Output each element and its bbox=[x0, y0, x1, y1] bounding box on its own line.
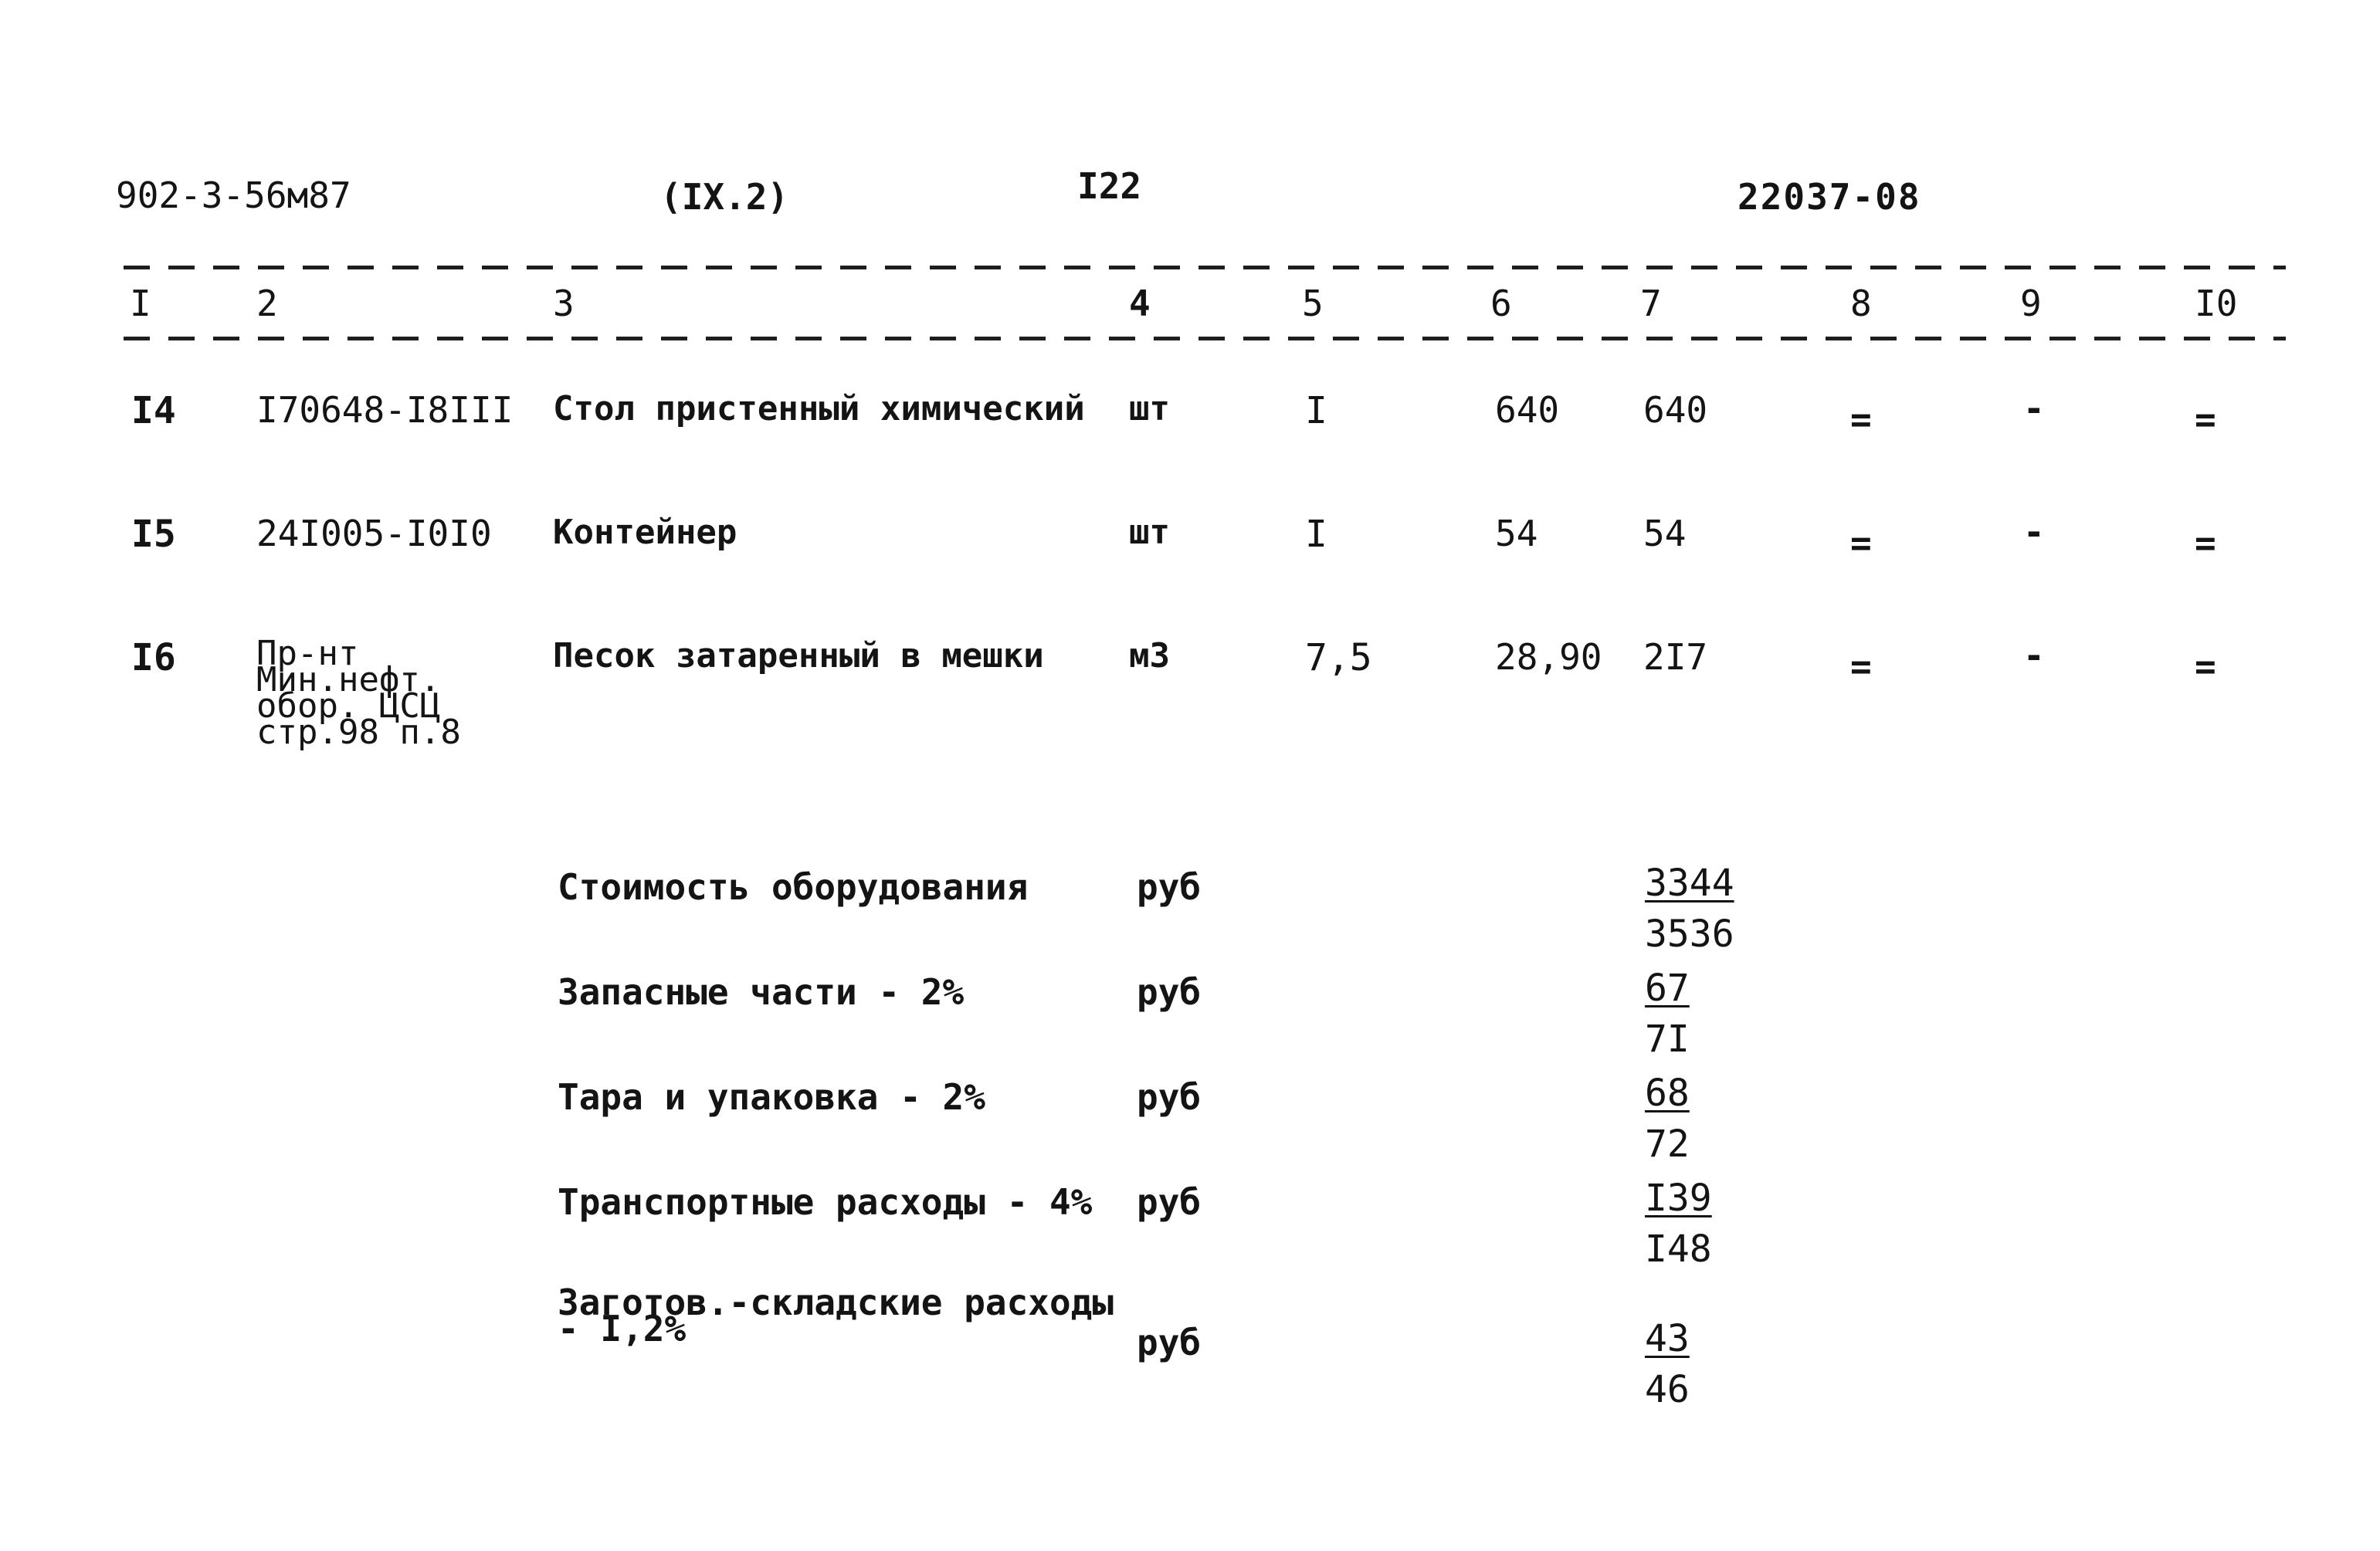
summary-value-top: 3344 bbox=[1645, 862, 1734, 905]
column-number-8: 8 bbox=[1850, 283, 1872, 324]
item-code: I70648-I8III bbox=[256, 389, 514, 431]
summary-unit: руб bbox=[1137, 866, 1202, 908]
column-number-2: 2 bbox=[256, 283, 278, 324]
column-number-4: 4 bbox=[1129, 283, 1151, 324]
col10-mark: = bbox=[2195, 398, 2216, 440]
column-number-1: I bbox=[130, 283, 151, 324]
header-rule-top bbox=[124, 266, 2286, 269]
col9-dash: - bbox=[2023, 635, 2045, 676]
summary-value-bottom: 72 bbox=[1645, 1123, 1690, 1166]
row-number: I6 bbox=[131, 636, 176, 679]
column-number-10: I0 bbox=[2195, 283, 2238, 324]
row-number: I5 bbox=[131, 513, 176, 556]
summary-value-top: I39 bbox=[1645, 1177, 1712, 1220]
summary-label: Запасные части - 2% bbox=[558, 971, 965, 1013]
summary-value-top: 68 bbox=[1645, 1072, 1690, 1115]
item-quantity: 7,5 bbox=[1305, 636, 1372, 679]
summary-value-bottom: 7I bbox=[1645, 1018, 1690, 1061]
summary-unit: руб bbox=[1137, 1076, 1202, 1118]
summary-value-bottom: 46 bbox=[1645, 1368, 1690, 1411]
item-code: 24I005-I0I0 bbox=[256, 513, 492, 554]
item-unit: шт bbox=[1129, 513, 1170, 552]
col10-mark: = bbox=[2195, 645, 2216, 687]
col8-mark: = bbox=[1850, 645, 1872, 687]
item-quantity: I bbox=[1305, 513, 1327, 556]
summary-unit: руб bbox=[1137, 1322, 1202, 1363]
item-code: Пр-нт Мин.нефт. обор. ЦСЦ стр.98 п.8 bbox=[256, 634, 461, 752]
col10-mark: = bbox=[2195, 522, 2216, 564]
summary-value-top: 67 bbox=[1645, 967, 1690, 1010]
document-code: 902-3-56м87 bbox=[116, 174, 351, 216]
summary-label: Тара и упаковка - 2% bbox=[558, 1076, 985, 1118]
summary-value-bottom: I48 bbox=[1645, 1228, 1712, 1271]
column-number-6: 6 bbox=[1490, 283, 1512, 324]
summary-unit: руб bbox=[1137, 1181, 1202, 1223]
page-number: I22 bbox=[1077, 165, 1142, 207]
item-name: Стол пристенный химический bbox=[553, 389, 1085, 428]
item-unit-price: 640 bbox=[1495, 389, 1560, 431]
column-number-3: 3 bbox=[553, 283, 575, 324]
column-number-7: 7 bbox=[1640, 283, 1662, 324]
item-total: 640 bbox=[1643, 389, 1708, 431]
item-quantity: I bbox=[1305, 389, 1327, 432]
item-unit: м3 bbox=[1129, 636, 1170, 676]
row-number: I4 bbox=[131, 389, 176, 432]
summary-value-bottom: 3536 bbox=[1645, 913, 1734, 956]
summary-value-top: 43 bbox=[1645, 1317, 1690, 1360]
header-rule-bottom bbox=[124, 337, 2286, 340]
item-unit-price: 54 bbox=[1495, 513, 1538, 554]
item-total: 54 bbox=[1643, 513, 1687, 554]
item-unit: шт bbox=[1129, 389, 1170, 428]
summary-label: Стоимость оборудования bbox=[558, 866, 1029, 908]
column-number-9: 9 bbox=[2020, 283, 2042, 324]
summary-label: Транспортные расходы - 4% bbox=[558, 1181, 1093, 1223]
col9-dash: - bbox=[2023, 511, 2045, 553]
item-unit-price: 28,90 bbox=[1495, 636, 1602, 678]
section-number: (IX.2) bbox=[660, 176, 789, 218]
archive-code: 22037-08 bbox=[1738, 176, 1921, 218]
col8-mark: = bbox=[1850, 398, 1872, 440]
summary-unit: руб bbox=[1137, 971, 1202, 1013]
item-name: Песок затаренный в мешки bbox=[553, 636, 1044, 676]
col9-dash: - bbox=[2023, 388, 2045, 429]
item-name: Контейнер bbox=[553, 513, 737, 552]
summary-label: Заготов.-складские расходы - I,2% bbox=[558, 1282, 1114, 1350]
column-number-5: 5 bbox=[1302, 283, 1324, 324]
item-total: 2I7 bbox=[1643, 636, 1708, 678]
col8-mark: = bbox=[1850, 522, 1872, 564]
